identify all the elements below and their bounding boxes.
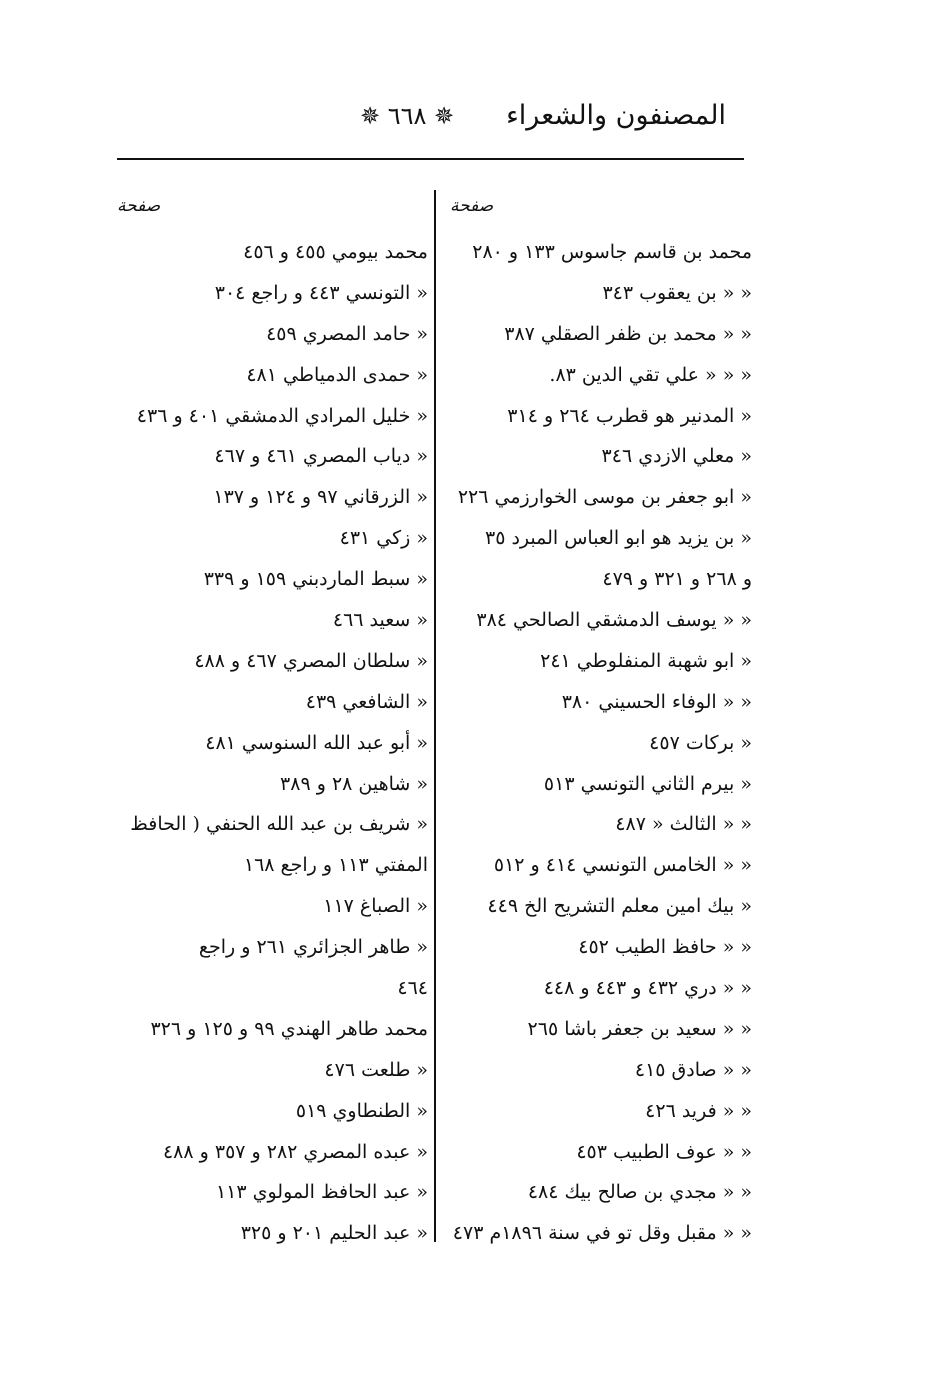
index-entry: « « « علي تقي الدين ٨٣. (549, 363, 752, 386)
index-entry: « ابو شهبة المنفلوطي ٢٤١ (540, 649, 752, 672)
index-entry: « المدنير هو قطرب ٢٦٤ و ٣١٤ (507, 404, 752, 427)
index-entry: « عبده المصري ٢٨٢ و ٣٥٧ و ٤٨٨ (162, 1140, 428, 1163)
index-entry: « خليل المرادي الدمشقي ٤٠١ و ٤٣٦ (136, 404, 428, 427)
index-entry: « معلي الازدي ٣٤٦ (601, 445, 752, 468)
index-entry: « « بن يعقوب ٣٤٣ (602, 281, 752, 304)
index-entry: ٤٦٤ (397, 977, 428, 1000)
header-rule (117, 158, 744, 160)
index-entry: « بركات ٤٥٧ (649, 731, 752, 754)
index-entry: « بيك امين معلم التشريح الخ ٤٤٩ (487, 895, 752, 918)
index-entry: « بيرم الثاني التونسي ٥١٣ (543, 772, 752, 795)
index-entry: « سلطان المصري ٤٦٧ و ٤٨٨ (194, 649, 428, 672)
index-entry: « « الوفاء الحسيني ٣٨٠ (561, 690, 752, 713)
index-entry: « « مقبل وقل تو في سنة ١٨٩٦م ٤٧٣ (452, 1222, 752, 1245)
index-entry: « سعيد ٤٦٦ (332, 609, 428, 632)
index-entry: « شريف بن عبد الله الحنفي ( الحافظ (130, 813, 428, 836)
left-column (110, 232, 428, 1252)
index-entry: « دياب المصري ٤٦١ و ٤٦٧ (214, 445, 428, 468)
index-entry: « طلعت ٤٧٦ (324, 1058, 428, 1081)
running-title: المصنفون والشعراء (506, 100, 726, 131)
index-entry: « « دري ٤٣٢ و ٤٤٣ و ٤٤٨ (543, 977, 752, 1000)
right-column (440, 232, 752, 1252)
index-entry: « « الخامس التونسي ٤١٤ و ٥١٢ (493, 854, 752, 877)
index-entry: « « فريد ٤٢٦ (645, 1099, 752, 1122)
index-entry: « ابو جعفر بن موسى الخوارزمي ٢٢٦ (457, 486, 752, 509)
index-entry: « حمدى الدمياطي ٤٨١ (246, 363, 428, 386)
index-entry: « « محمد بن ظفر الصقلي ٣٨٧ (504, 322, 752, 345)
index-entry: « « حافظ الطيب ٤٥٢ (578, 936, 752, 959)
index-entry: « حامد المصري ٤٥٩ (266, 322, 428, 345)
index-entry: محمد بيومي ٤٥٥ و ٤٥٦ (243, 241, 428, 263)
page-header (360, 100, 740, 140)
index-entry: و ٢٦٨ و ٣٢١ و ٤٧٩ (602, 568, 752, 591)
index-entry: محمد طاهر الهندي ٩٩ و ١٢٥ و ٣٢٦ (150, 1017, 428, 1040)
page-number: ✵ ٦٦٨ ✵ (360, 102, 455, 130)
index-entry: « الزرقاني ٩٧ و ١٢٤ و ١٣٧ (213, 486, 428, 509)
index-entry: « طاهر الجزائري ٢٦١ و راجع (198, 936, 428, 959)
index-entry: « شاهين ٢٨ و ٣٨٩ (280, 772, 428, 795)
index-entry: « الصباغ ١١٧ (323, 895, 428, 918)
index-entry: « « صادق ٤١٥ (634, 1058, 752, 1081)
index-entry: « « عوف الطبيب ٤٥٣ (576, 1140, 752, 1163)
index-entry: « « الثالث « ٤٨٧ (615, 813, 752, 836)
index-entry: « سبط الماردبني ١٥٩ و ٣٣٩ (203, 568, 428, 591)
index-entry: « عبد الحليم ٢٠١ و ٣٢٥ (240, 1222, 428, 1245)
index-entry: « « مجدي بن صالح بيك ٤٨٤ (527, 1181, 752, 1204)
index-entry: محمد بن قاسم جاسوس ١٣٣ و ٢٨٠ (472, 241, 752, 263)
column-divider (434, 190, 436, 1242)
index-entry: « الطنطاوي ٥١٩ (295, 1099, 428, 1122)
left-column-heading: صفحة (117, 196, 161, 216)
index-entry: « الشافعي ٤٣٩ (305, 690, 428, 713)
right-column-heading: صفحة (450, 196, 494, 216)
index-entry: « عبد الحافظ المولوي ١١٣ (215, 1181, 428, 1204)
index-entry: « « سعيد بن جعفر باشا ٢٦٥ (527, 1017, 752, 1040)
index-entry: المفتي ١١٣ و راجع ١٦٨ (243, 854, 428, 877)
index-entry: « بن يزيد هو ابو العباس المبرد ٣٥ (484, 527, 752, 550)
index-entry: « زكي ٤٣١ (339, 527, 428, 550)
index-entry: « أبو عبد الله السنوسي ٤٨١ (205, 731, 428, 754)
index-entry: « التونسي ٤٤٣ و راجع ٣٠٤ (214, 281, 428, 304)
index-entry: « « يوسف الدمشقي الصالحي ٣٨٤ (476, 609, 752, 632)
